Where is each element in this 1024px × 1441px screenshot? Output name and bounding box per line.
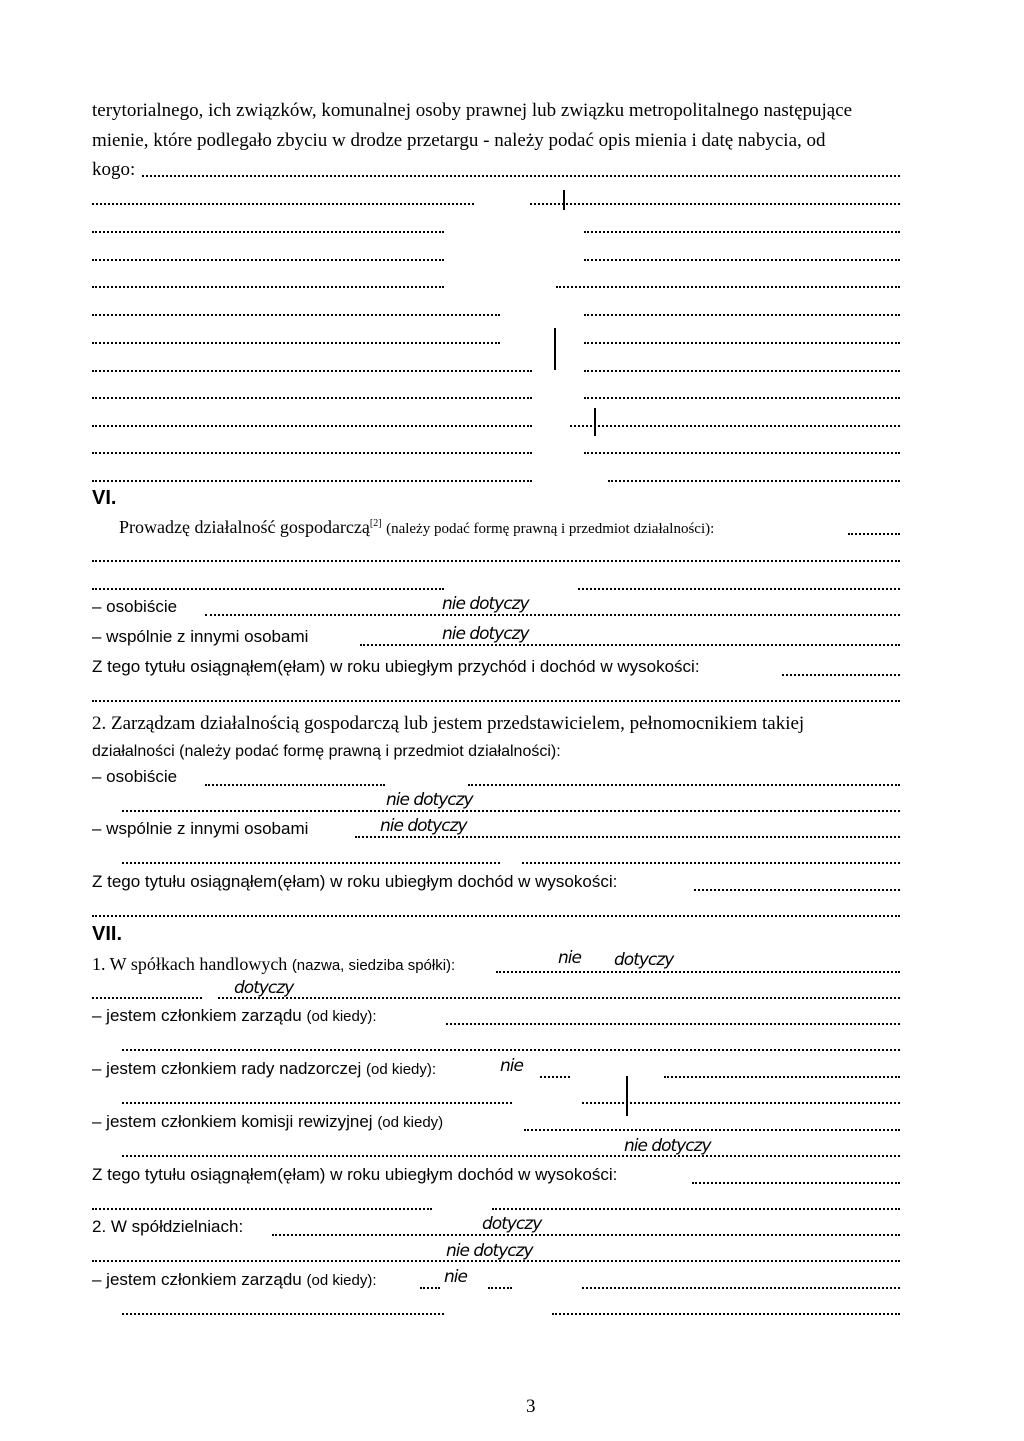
vii-point-1-answer: nie	[558, 948, 581, 968]
section-heading-vi: VI.	[92, 487, 117, 509]
audit-committee-label: – jestem członkiem komisji rewizyjnej (od kiedy)	[92, 1112, 444, 1131]
p2-jointly-answer: nie dotyczy	[380, 816, 467, 836]
jointly-answer: nie dotyczy	[442, 624, 529, 644]
intro-line-2: mienie, które podlegało zbyciu w drodze przetargu - należy podać opis mienia i datę nabycia, od	[92, 130, 826, 151]
footnote-ref: [2]	[369, 518, 382, 529]
cooperatives-label: 2. W spółdzielniach:	[92, 1217, 244, 1236]
supervisory-board-answer: nie	[500, 1056, 523, 1076]
p2-jointly-label: – wspólnie z innymi osobami	[92, 819, 309, 838]
personally-label: – osobiście	[92, 597, 178, 616]
personally-answer: nie dotyczy	[442, 594, 529, 614]
answer-dotted-line	[142, 175, 900, 177]
cooperatives-answer-2: nie dotyczy	[446, 1241, 533, 1261]
vii-point-1-answer-2: dotyczy	[614, 950, 674, 970]
p2-personally-label: – osobiście	[92, 767, 178, 786]
audit-committee-answer: nie dotyczy	[624, 1136, 711, 1156]
intro-line-3: kogo:	[92, 159, 136, 180]
p2-personally-answer: nie dotyczy	[386, 790, 473, 810]
cooperatives-answer: dotyczy	[482, 1214, 542, 1234]
vi-point-2-line-1: 2. Zarządzam działalnością gospodarczą lub jestem przedstawicielem, pełnomocnikiem takiej	[92, 713, 805, 734]
vi-point-2-line-2: działalności (należy podać formę prawną i przedmiot działalności):	[92, 743, 561, 760]
intro-line-1: terytorialnego, ich związków, komunalnej osoby prawnej lub związku metropolitalnego następujące	[92, 100, 853, 121]
board-member-label: – jestem członkiem zarządu (od kiedy):	[92, 1006, 377, 1025]
income-line-vii-1: Z tego tytułu osiągnąłem(ęłam) w roku ubiegłym dochód w wysokości:	[92, 1165, 618, 1184]
income-line-vi-1: Z tego tytułu osiągnąłem(ęłam) w roku ubiegłym przychód i dochód w wysokości:	[92, 657, 700, 676]
income-line-vi-2: Z tego tytułu osiągnąłem(ęłam) w roku ubiegłym dochód w wysokości:	[92, 872, 618, 891]
vii-point-1-label: 1. W spółkach handlowych (nazwa, siedziba spółki):	[92, 954, 456, 974]
vii-point-1-answer-continued: dotyczy	[234, 978, 294, 998]
jointly-label: – wspólnie z innymi osobami	[92, 627, 309, 646]
business-activity-lead: Prowadzę działalność gospodarczą[2] (należy podać formę prawną i przedmiot działalności):	[119, 517, 715, 537]
supervisory-board-label: – jestem członkiem rady nadzorczej (od kiedy):	[92, 1059, 437, 1078]
page-number: 3	[526, 1396, 536, 1417]
coop-board-label: – jestem członkiem zarządu (od kiedy):	[92, 1270, 377, 1289]
section-heading-vii: VII.	[92, 923, 123, 945]
coop-board-answer: nie	[444, 1267, 467, 1287]
